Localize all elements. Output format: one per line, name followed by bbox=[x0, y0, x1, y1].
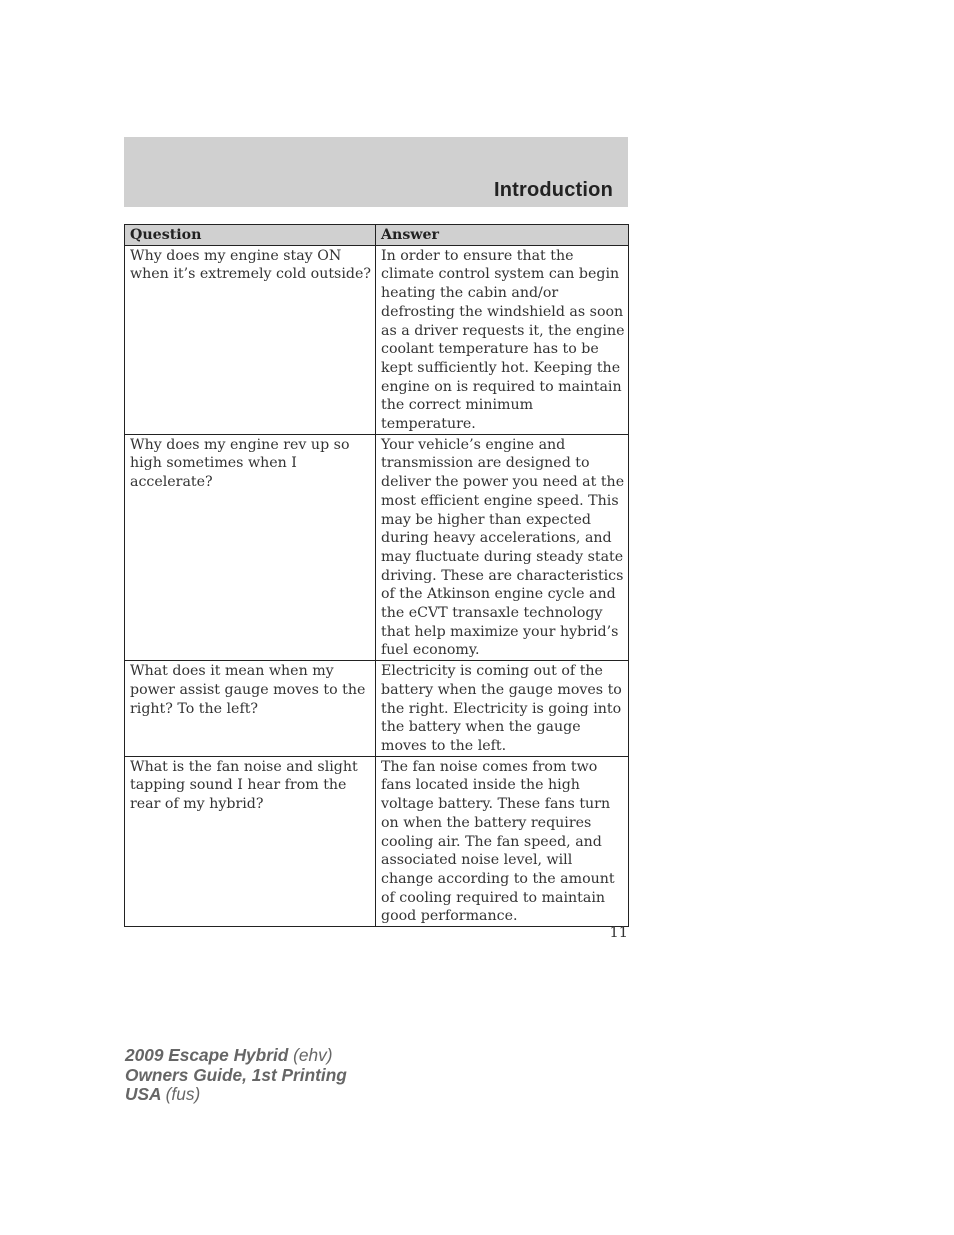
table-row bbox=[125, 434, 629, 660]
table-row bbox=[125, 756, 629, 926]
question-cell: What does it mean when my power assist gauge moves to the right? To the left? bbox=[125, 661, 376, 757]
question-cell: Why does my engine rev up so high sometimes when I accelerate? bbox=[125, 434, 376, 660]
footer-market-name: USA bbox=[125, 1084, 161, 1104]
section-header-band bbox=[124, 137, 628, 207]
section-title: Introduction bbox=[493, 179, 613, 201]
footer-line-model bbox=[125, 1046, 347, 1066]
table-header-row bbox=[125, 225, 629, 246]
page-number: 11 bbox=[609, 925, 628, 941]
qa-table bbox=[124, 224, 629, 927]
question-cell: What is the fan noise and slight tapping sound I hear from the rear of my hybrid? bbox=[125, 756, 376, 926]
footer-model-code: (ehv) bbox=[293, 1045, 333, 1065]
question-cell: Why does my engine stay ON when it’s extremely cold outside? bbox=[125, 245, 376, 434]
answer-cell: The fan noise comes from two fans located inside the high voltage battery. These fans turn on when the battery requires cooling air. The fan speed, and associated noise level, will change according to the amount of cooling required to maintain good performance. bbox=[376, 756, 629, 926]
footer-market-code: (fus) bbox=[165, 1084, 201, 1104]
answer-cell: Your vehicle’s engine and transmission are designed to deliver the power you need at the most efficient engine speed. This may be higher than expected during heavy accelerations, and may fluctuate during steady state driving. These are characteristics of the Atkinson engine cycle and the eCVT transaxle technology that help maximize your hybrid’s fuel economy. bbox=[376, 434, 629, 660]
column-header-answer: Answer bbox=[376, 225, 629, 246]
document-footer bbox=[125, 1046, 347, 1105]
footer-line-market bbox=[125, 1085, 347, 1105]
footer-model-name: 2009 Escape Hybrid bbox=[125, 1045, 289, 1065]
column-header-question: Question bbox=[125, 225, 376, 246]
table-row bbox=[125, 661, 629, 757]
table-row bbox=[125, 245, 629, 434]
footer-line-guide: Owners Guide, 1st Printing bbox=[125, 1064, 347, 1085]
answer-cell: In order to ensure that the climate control system can begin heating the cabin and/or defrosting the windshield as soon as a driver requests it, the engine coolant temperature has to be kept sufficiently hot. Keeping the engine on is required to maintain the correct minimum temperature. bbox=[376, 245, 629, 434]
answer-cell: Electricity is coming out of the battery when the gauge moves to the right. Electricity is going into the battery when the gauge moves to the left. bbox=[376, 661, 629, 757]
